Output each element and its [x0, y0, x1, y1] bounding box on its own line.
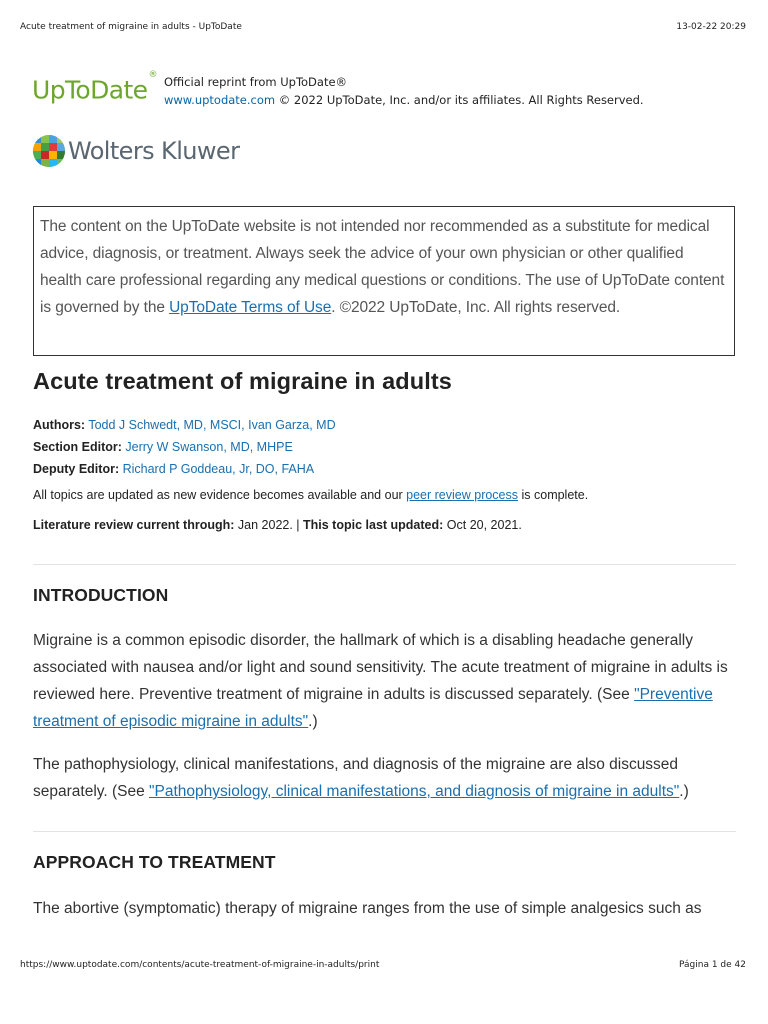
reprint-notice	[164, 72, 644, 109]
peer-review-link[interactable]: peer review process	[406, 488, 519, 502]
reprint-line: Official reprint from UpToDate®	[164, 75, 348, 89]
wolters-kluwer-logo	[32, 134, 239, 168]
publisher-name: Wolters Kluwer	[68, 137, 240, 165]
authors-link[interactable]: Todd J Schwedt, MD, MSCI, Ivan Garza, MD	[88, 418, 336, 432]
review-dates: Literature review current through: Jan 2022. | This topic last updated: Oct 20, 2021.	[33, 518, 522, 532]
deputy-editor-line: Deputy Editor: Richard P Goddeau, Jr, DO, FAHA	[33, 462, 315, 476]
article-title: Acute treatment of migraine in adults	[33, 368, 452, 394]
disclaimer-box: The content on the UpToDate website is not intended nor recommended as a substitute for medical advice, diagnosis, or treatment. Always seek the advice of your own physician or other qualified health care professional regarding any medical questions or conditions. The use of UpToDate content is governed by the UpToDate Terms of Use. ©2022 UpToDate, Inc. All rights reserved.	[33, 206, 735, 356]
print-header-title: Acute treatment of migraine in adults - UpToDate	[20, 22, 242, 32]
uptodate-site-link[interactable]: www.uptodate.com	[164, 93, 276, 107]
print-header-timestamp: 13-02-22 20:29	[676, 22, 746, 32]
wolters-kluwer-globe-icon	[32, 134, 66, 168]
preventive-treatment-link[interactable]: "Preventive treatment of episodic migraine in adults"	[33, 686, 713, 730]
pathophysiology-link[interactable]: "Pathophysiology, clinical manifestations, and diagnosis of migraine in adults"	[149, 783, 680, 800]
intro-paragraph-1: Migraine is a common episodic disorder, the hallmark of which is a disabling headache generally associated with nausea and/or light and sound sensitivity. The acute treatment of migraine in adults is reviewed here. Preventive treatment of migraine in adults is discussed separately. (See "Preventive treatment of episodic migraine in adults".)	[33, 632, 728, 730]
intro-paragraph-2: The pathophysiology, clinical manifestations, and diagnosis of the migraine are also discussed separately. (See "Pathophysiology, clinical manifestations, and diagnosis of migraine in adults".)	[33, 756, 689, 800]
uptodate-logo: UpToDate®	[32, 70, 157, 105]
print-footer	[20, 960, 746, 970]
section-editor-link[interactable]: Jerry W Swanson, MD, MHPE	[125, 440, 293, 454]
approach-paragraph-1: The abortive (symptomatic) therapy of migraine ranges from the use of simple analgesics such as	[33, 900, 702, 917]
approach-heading: APPROACH TO TREATMENT	[33, 852, 276, 872]
introduction-heading: INTRODUCTION	[33, 585, 169, 605]
article-credits	[33, 414, 336, 480]
reprint-rights-line: www.uptodate.com © 2022 UpToDate, Inc. and/or its affiliates. All Rights Reserved.	[164, 93, 644, 107]
section-divider	[33, 564, 736, 565]
authors-line: Authors: Todd J Schwedt, MD, MSCI, Ivan Garza, MD	[33, 418, 336, 432]
section-editor-line: Section Editor: Jerry W Swanson, MD, MHPE	[33, 440, 293, 454]
section-divider	[33, 831, 736, 832]
brand-row	[32, 72, 644, 109]
print-footer-page: Página 1 de 42	[679, 960, 746, 970]
deputy-editor-link[interactable]: Richard P Goddeau, Jr, DO, FAHA	[122, 462, 315, 476]
print-footer-url: https://www.uptodate.com/contents/acute-treatment-of-migraine-in-adults/print	[20, 960, 380, 970]
update-note: All topics are updated as new evidence becomes available and our peer review process is complete.	[33, 488, 589, 502]
terms-of-use-link[interactable]: UpToDate Terms of Use	[169, 299, 332, 316]
print-header	[20, 22, 746, 32]
